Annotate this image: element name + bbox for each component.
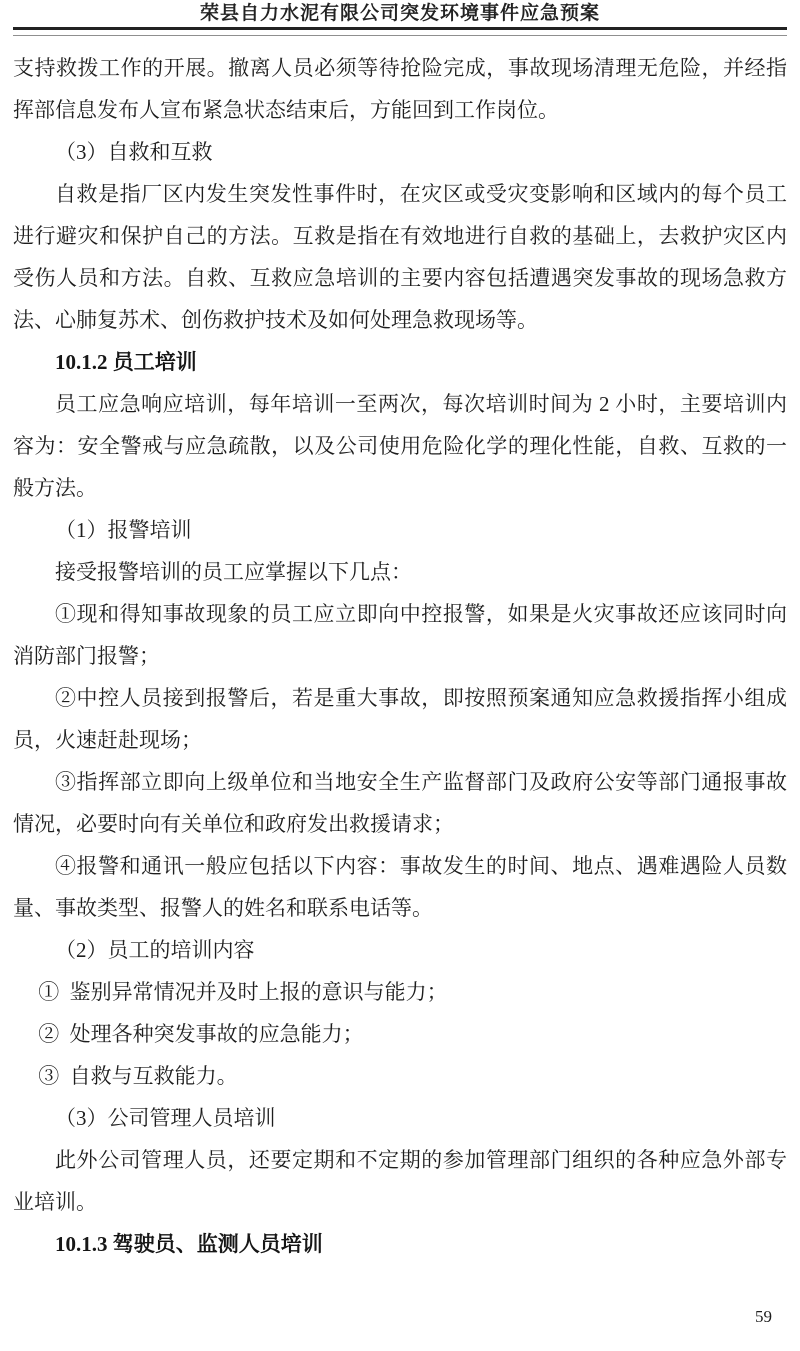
paragraph: 此外公司管理人员，还要定期和不定期的参加管理部门组织的各种应急外部专业培训。	[13, 1148, 787, 1214]
section-heading: 10.1.2 员工培训	[55, 350, 197, 374]
paragraph: 自救是指厂区内发生突发性事件时，在灾区或受灾变影响和区域内的每个员工进行避灾和保护自己的方法。互救是指在有效地进行自救的基础上，去救护灾区内受伤人员和方法。自救、互救应急培训的主要内容包括遭遇突发事故的现场急救方法、心肺复苏术、创伤救护技术及如何处理急救现场等。	[13, 182, 787, 332]
paragraph: ②中控人员接到报警后，若是重大事故，即按照预案通知应急救援指挥小组成员，火速赶赴现场；	[13, 686, 787, 752]
section-heading: 10.1.3 驾驶员、监测人员培训	[55, 1232, 323, 1256]
list-item: ② 处理各种突发事故的应急能力；	[38, 1022, 364, 1046]
list-item: ③ 自救与互救能力。	[38, 1064, 238, 1088]
document-body	[13, 47, 787, 1265]
header-rule-thick	[13, 27, 787, 30]
sub-heading: （1）报警培训	[55, 518, 192, 542]
sub-heading: （3）公司管理人员培训	[55, 1106, 276, 1130]
list-item: ① 鉴别异常情况并及时上报的意识与能力；	[38, 980, 448, 1004]
sub-heading: （3）自救和互救	[55, 140, 213, 164]
paragraph: 员工应急响应培训，每年培训一至两次，每次培训时间为 2 小时，主要培训内容为：安全警戒与应急疏散，以及公司使用危险化学的理化性能，自救、互救的一般方法。	[13, 392, 787, 500]
page-header-title: 荣县自力水泥有限公司突发环境事件应急预案	[199, 3, 600, 24]
paragraph: ③指挥部立即向上级单位和当地安全生产监督部门及政府公安等部门通报事故情况，必要时向有关单位和政府发出救援请求；	[13, 770, 787, 836]
page-header	[0, 0, 800, 36]
sub-heading: （2）员工的培训内容	[55, 938, 255, 962]
paragraph: 支持救拨工作的开展。撤离人员必须等待抢险完成，事故现场清理无危险，并经指挥部信息发布人宣布紧急状态结束后，方能回到工作岗位。	[13, 56, 787, 122]
header-rule-thin	[13, 35, 787, 36]
page-number: 59	[755, 1307, 772, 1326]
paragraph: ④报警和通讯一般应包括以下内容：事故发生的时间、地点、遇难遇险人员数量、事故类型、报警人的姓名和联系电话等。	[13, 854, 787, 920]
paragraph: ①现和得知事故现象的员工应立即向中控报警，如果是火灾事故还应该同时向消防部门报警；	[13, 602, 787, 668]
paragraph: 接受报警培训的员工应掌握以下几点：	[55, 560, 412, 584]
